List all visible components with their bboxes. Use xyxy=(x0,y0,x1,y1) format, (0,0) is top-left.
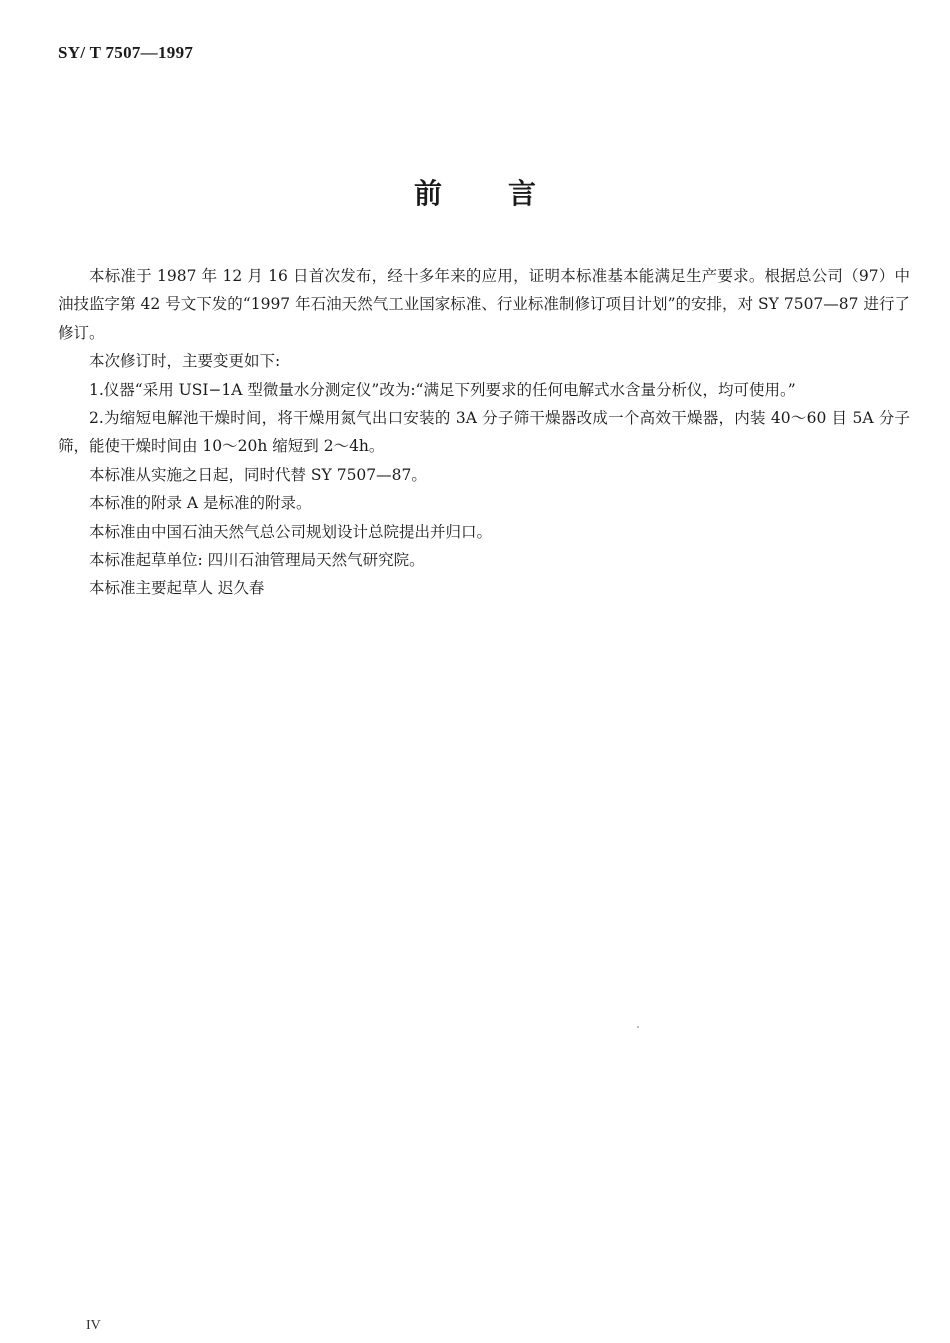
standard-code: SY/ T 7507—1997 xyxy=(58,43,194,62)
paragraph-replaces: 本标准从实施之日起，同时代替 SY 7507—87。 xyxy=(89,465,427,484)
paragraph-change-1: 1.仪器“采用 USI−1A 型微量水分测定仪”改为:“满足下列要求的任何电解式水含量分析仪，均可使用。” xyxy=(89,380,796,399)
page-title xyxy=(0,172,950,212)
paragraph-changes-intro: 本次修订时，主要变更如下: xyxy=(89,352,281,371)
page-number: IV xyxy=(86,1318,101,1333)
paragraph-change-2: 2.为缩短电解池干燥时间，将干燥用氮气出口安装的 3A 分子筛干燥器改成一个高效干燥器，内装 40～60 目 5A 分子筛，能使干燥时间由 10～20h 缩短到 2～4h。 xyxy=(58,409,910,456)
paragraph-issue-history: 本标准于 1987 年 12 月 16 日首次发布，经十多年来的应用，证明本标准基本能满足生产要求。根据总公司（97）中油技监字第 42 号文下发的“1997 年石油天然气工业国家标准、行业标准制修订项目计划”的安排，对 SY 7507—87 进行了修订。 xyxy=(58,267,910,342)
paragraph-drafter: 本标准主要起草人 迟久春 xyxy=(89,579,265,598)
paragraph-proposer: 本标准由中国石油天然气总公司规划设计总院提出并归口。 xyxy=(89,522,493,541)
title-char-2: 言 xyxy=(508,177,537,210)
paragraph-drafting-unit: 本标准起草单位: 四川石油管理局天然气研究院。 xyxy=(89,551,425,570)
scan-speck xyxy=(637,1026,639,1028)
foreword-body xyxy=(58,262,910,603)
title-char-1: 前 xyxy=(413,177,442,210)
paragraph-appendix: 本标准的附录 A 是标准的附录。 xyxy=(89,494,312,513)
